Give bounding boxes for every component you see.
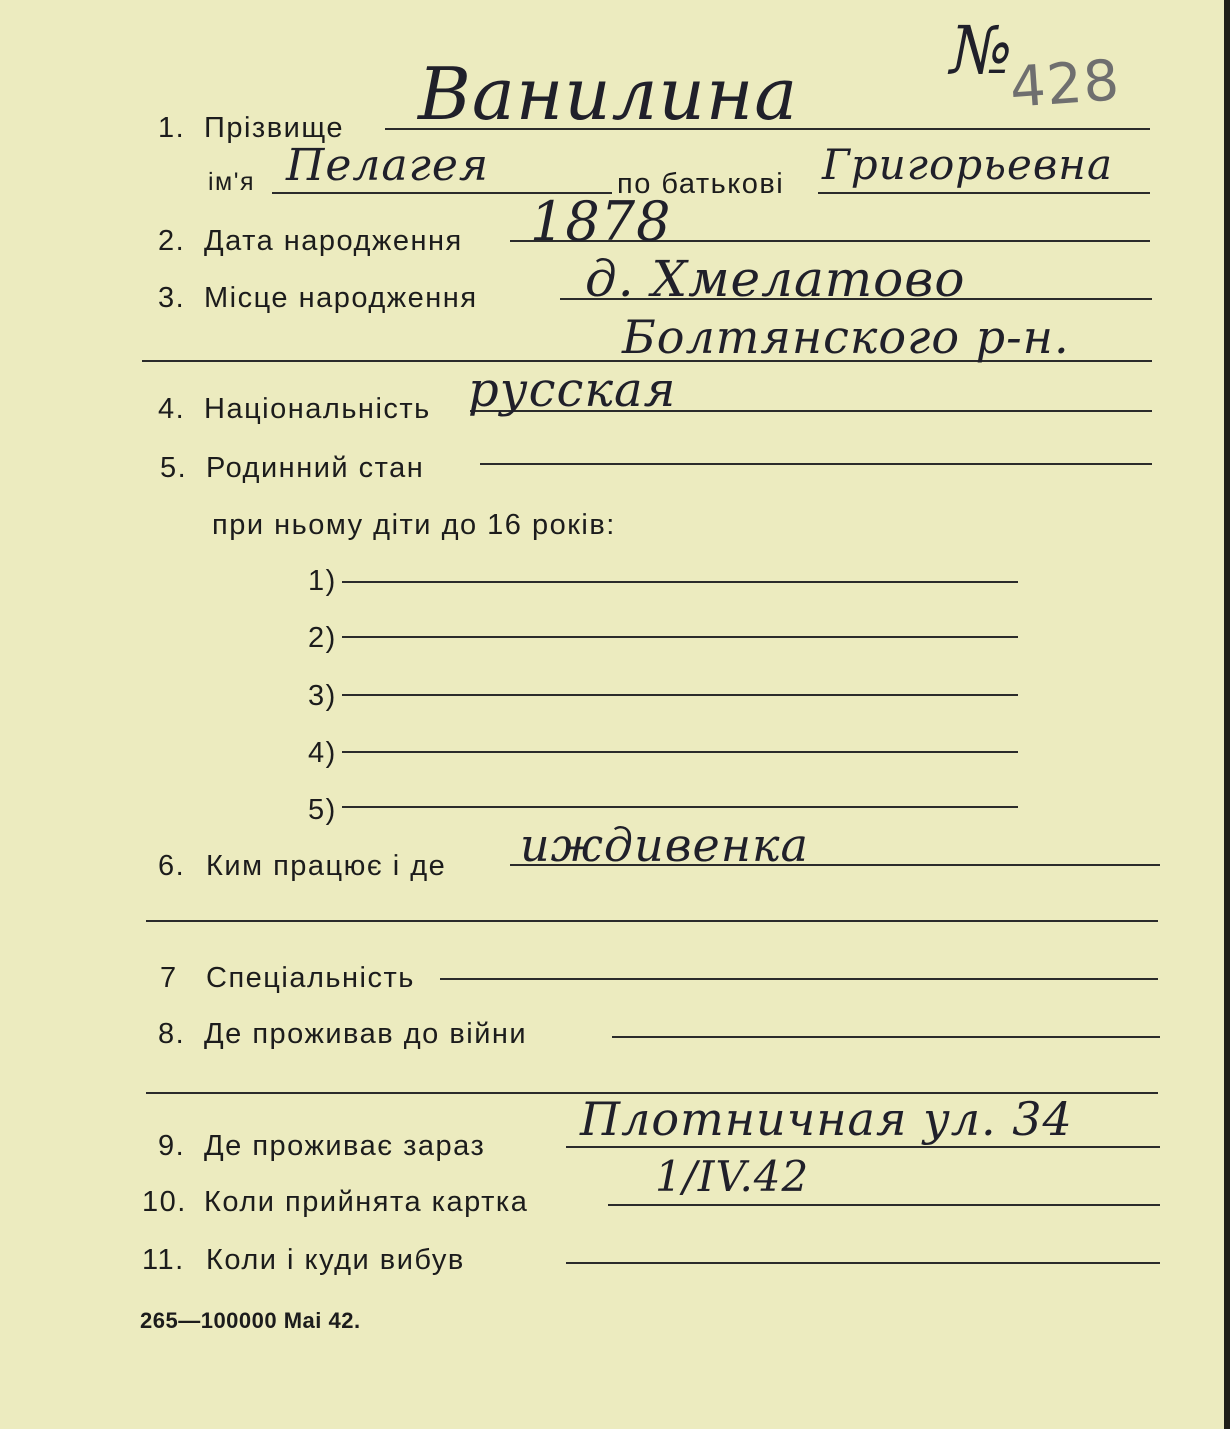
field-8-number: 8. <box>158 1018 186 1050</box>
child-2-line <box>342 636 1018 638</box>
field-8-label: Де проживав до війни <box>204 1018 528 1050</box>
field-5-line <box>480 463 1152 465</box>
field-4-value: русская <box>468 362 677 418</box>
children-label: при ньому діти до 16 років: <box>212 509 616 541</box>
child-3-line <box>342 694 1018 696</box>
field-4-label: Національність <box>204 393 431 425</box>
field-6-label: Ким працює і де <box>206 850 447 882</box>
field-11-label: Коли і куди вибув <box>206 1244 465 1276</box>
pencil-card-number: 428 <box>1007 48 1123 121</box>
child-1-label: 1) <box>308 565 337 597</box>
field-7-line <box>440 978 1158 980</box>
field-9-number: 9. <box>158 1130 186 1162</box>
field-5-label: Родинний стан <box>206 452 425 484</box>
field-2-label: Дата народження <box>204 225 463 257</box>
field-2-number: 2. <box>158 225 186 257</box>
field-3-number: 3. <box>158 282 186 314</box>
field-1-patronymic-label: по батькові <box>617 168 785 200</box>
field-10-value: 1/IV.42 <box>655 1152 810 1201</box>
field-6-value: иждивенка <box>520 818 809 872</box>
field-9-line <box>566 1146 1160 1148</box>
field-3-value-line1: д. Хмелатово <box>585 250 966 308</box>
child-3-label: 3) <box>308 680 337 712</box>
field-10-line <box>608 1204 1160 1206</box>
field-4-number: 4. <box>158 393 186 425</box>
field-1-name-value: Пелагея <box>286 140 490 191</box>
child-5-line <box>342 806 1018 808</box>
field-1-patronymic-value: Григорьевна <box>822 140 1114 189</box>
field-10-label: Коли прийнята картка <box>204 1186 529 1218</box>
field-9-value: Плотничная ул. 34 <box>580 1092 1073 1146</box>
child-4-line <box>342 751 1018 753</box>
child-5-label: 5) <box>308 794 337 826</box>
print-info: 265—100000 Mai 42. <box>140 1308 361 1333</box>
child-4-label: 4) <box>308 737 337 769</box>
field-1-value: Ванилина <box>418 52 799 136</box>
field-11-number: 11. <box>142 1244 185 1276</box>
field-9-label: Де проживає зараз <box>204 1130 486 1162</box>
field-1-label: Прізвище <box>204 112 344 144</box>
child-2-label: 2) <box>308 622 337 654</box>
field-1-patronymic-line <box>818 192 1150 194</box>
field-6-continuation-line <box>146 920 1158 922</box>
field-3-value-line2: Болтянского р-н. <box>622 310 1070 364</box>
field-7-label: Спеціальність <box>206 962 415 994</box>
field-6-number: 6. <box>158 850 186 882</box>
field-1-name-label: ім'я <box>208 168 256 196</box>
child-1-line <box>342 581 1018 583</box>
field-7-number: 7 <box>160 962 178 994</box>
field-2-value: 1878 <box>530 190 672 253</box>
field-11-line <box>566 1262 1160 1264</box>
page-edge <box>1224 0 1230 1429</box>
number-mark: № <box>950 12 1014 89</box>
field-10-number: 10. <box>142 1186 187 1218</box>
field-5-number: 5. <box>160 452 188 484</box>
field-8-line <box>612 1036 1160 1038</box>
field-3-label: Місце народження <box>204 282 478 314</box>
field-1-number: 1. <box>158 112 186 144</box>
